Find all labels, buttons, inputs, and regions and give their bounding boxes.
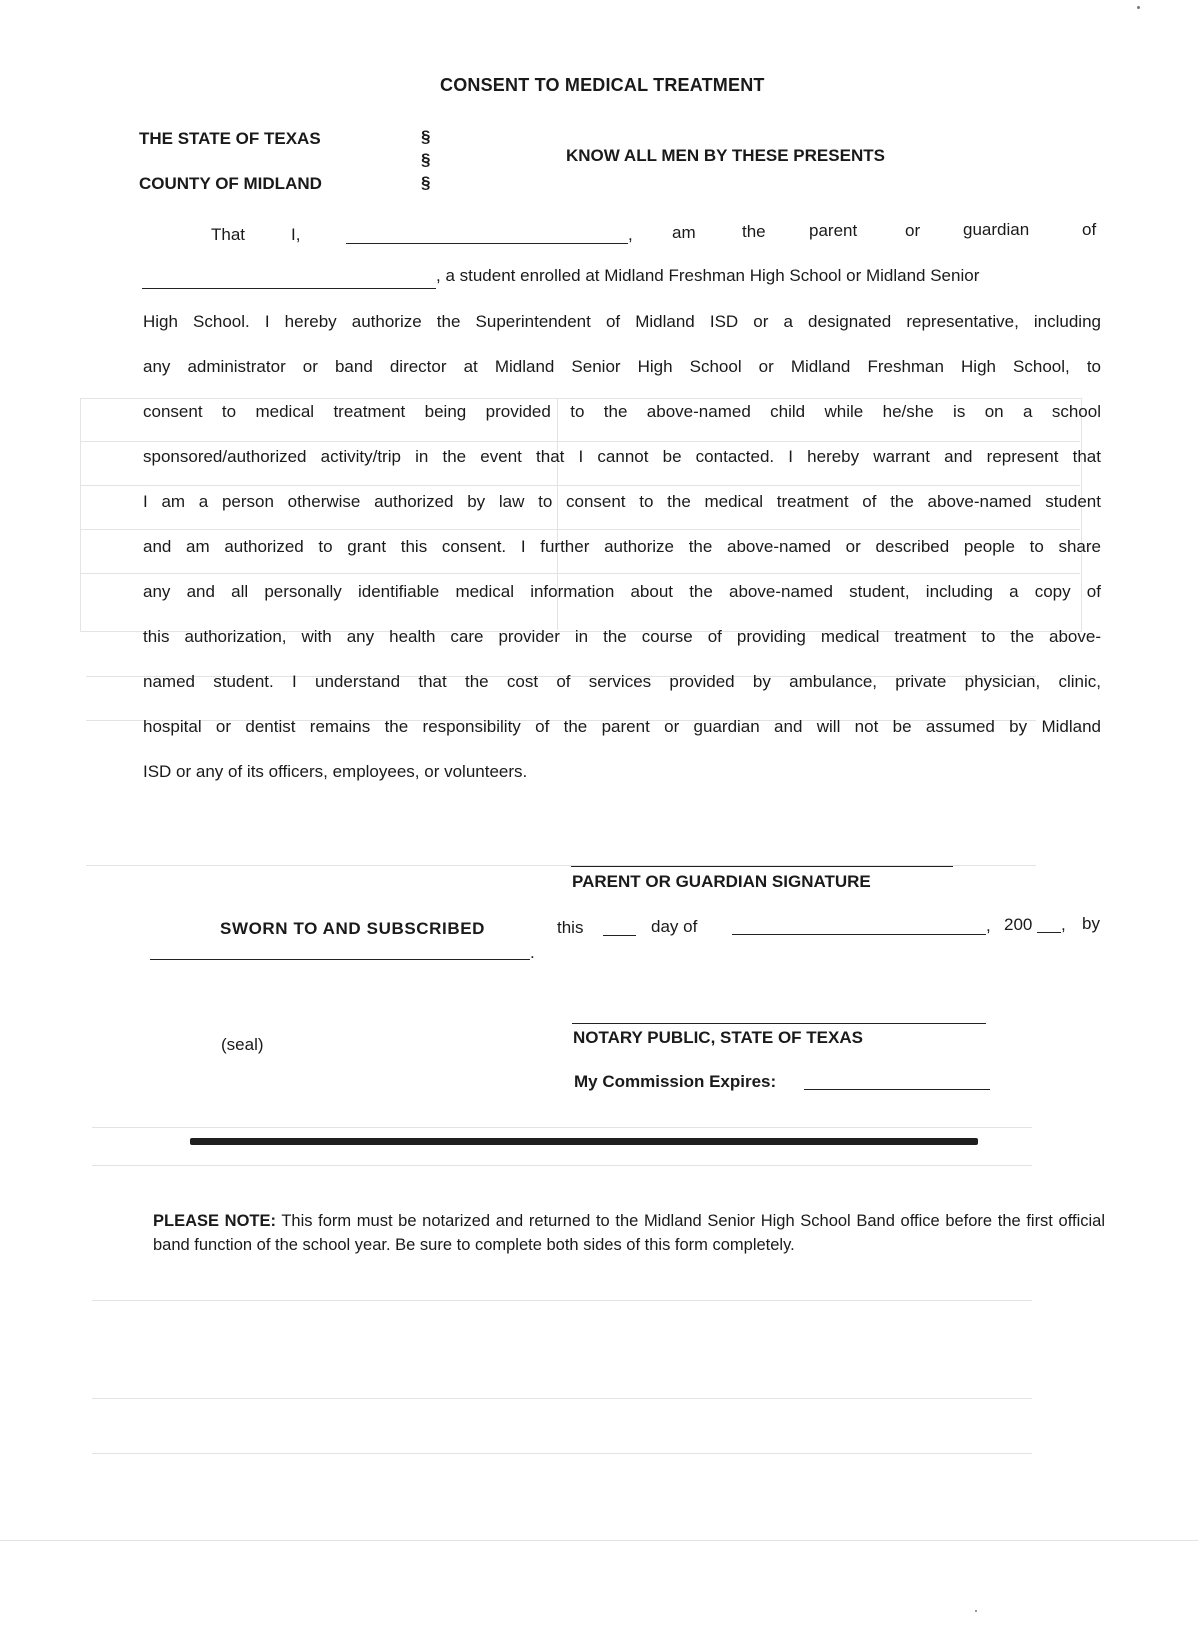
- please-note-block: [153, 1209, 1105, 1257]
- paragraph-line: sponsored/authorized activity/trip in the event that I cannot be contacted. I hereby warrant and represent that: [143, 447, 1101, 466]
- paragraph-line: hospital or dentist remains the responsibility of the parent or guardian and will not be assumed by Midland: [143, 717, 1101, 736]
- period: .: [530, 943, 535, 962]
- student-name-blank[interactable]: [142, 288, 436, 289]
- year-prefix: 200: [1004, 915, 1033, 934]
- or-word: or: [905, 221, 921, 240]
- paragraph-line: consent to medical treatment being provided to the above-named child while he/she is on a school: [143, 402, 1101, 421]
- please-note-text: This form must be notarized and returned to the Midland Senior High School Band office before the first official band function of the school year. Be sure to complete both sides of this form completely.: [153, 1212, 1106, 1254]
- paragraph-line: named student. I understand that the cost of services provided by ambulance, private physician, clinic,: [143, 672, 1101, 691]
- i-word: I,: [291, 225, 301, 244]
- seal-label: (seal): [221, 1035, 264, 1054]
- commission-label: My Commission Expires:: [574, 1072, 777, 1091]
- day-of-word: day of: [651, 917, 698, 936]
- bleed-through-line: [92, 1165, 1032, 1166]
- day-blank[interactable]: [603, 935, 636, 936]
- section-symbol: §: [421, 127, 431, 146]
- sworn-label: SWORN TO AND SUBSCRIBED: [220, 919, 486, 938]
- bleed-through-line: [92, 1300, 1032, 1301]
- form-title: CONSENT TO MEDICAL TREATMENT: [440, 75, 765, 95]
- paragraph-line: any and all personally identifiable medical information about the above-named student, including a copy of: [143, 582, 1101, 601]
- parent-word: parent: [809, 221, 858, 240]
- bleed-through-line: [92, 1398, 1032, 1399]
- am-word: am: [672, 223, 696, 242]
- paragraph-line: and am authorized to grant this consent. I further authorize the above-named or described people to share: [143, 537, 1101, 556]
- bleed-through-line: [80, 529, 1080, 530]
- paragraph-line: I am a person otherwise authorized by law to consent to the medical treatment of the above-named student: [143, 492, 1101, 511]
- scan-speck: [975, 1610, 977, 1612]
- paragraph-line: , a student enrolled at Midland Freshman High School or Midland Senior: [436, 266, 980, 285]
- the-word: the: [742, 222, 766, 241]
- notary-signature-line[interactable]: [572, 1023, 986, 1024]
- guardian-word: guardian: [963, 220, 1030, 239]
- parent-signature-label: PARENT OR GUARDIAN SIGNATURE: [572, 872, 871, 891]
- parent-name-blank[interactable]: [346, 243, 628, 244]
- comma: ,: [628, 225, 633, 244]
- parent-signature-line[interactable]: [571, 866, 953, 867]
- comma: ,: [1061, 915, 1066, 934]
- please-note-label: PLEASE NOTE:: [153, 1212, 276, 1230]
- paragraph-line: any administrator or band director at Midland Senior High School or Midland Freshman High School, to: [143, 357, 1101, 376]
- bleed-through-line: [80, 441, 1080, 442]
- this-word: this: [557, 918, 584, 937]
- paragraph-line: ISD or any of its officers, employees, or volunteers.: [143, 762, 528, 781]
- bleed-through-line: [92, 1453, 1032, 1454]
- paragraph-line: this authorization, with any health care provider in the course of providing medical treatment to the above-: [143, 627, 1101, 646]
- by-name-blank[interactable]: [150, 959, 530, 960]
- section-divider: [190, 1138, 978, 1145]
- know-all-heading: KNOW ALL MEN BY THESE PRESENTS: [566, 146, 885, 165]
- paragraph-line: High School. I hereby authorize the Superintendent of Midland ISD or a designated representative, including: [143, 312, 1101, 331]
- bleed-through-line: [80, 485, 1080, 486]
- notary-label: NOTARY PUBLIC, STATE OF TEXAS: [573, 1028, 863, 1047]
- month-blank[interactable]: [732, 934, 986, 935]
- comma: ,: [986, 916, 991, 935]
- commission-date-blank[interactable]: [804, 1089, 990, 1090]
- year-blank[interactable]: [1037, 932, 1061, 933]
- by-word: by: [1082, 914, 1100, 933]
- bleed-through-line: [92, 1127, 1032, 1128]
- that-word: That: [211, 225, 246, 244]
- section-symbol: §: [421, 150, 431, 169]
- bleed-through-line: [80, 573, 1080, 574]
- county-label: COUNTY OF MIDLAND: [139, 174, 322, 193]
- state-label: THE STATE OF TEXAS: [139, 129, 321, 148]
- section-symbol: §: [421, 173, 431, 192]
- of-word: of: [1082, 220, 1097, 239]
- scan-speck: [1137, 6, 1140, 9]
